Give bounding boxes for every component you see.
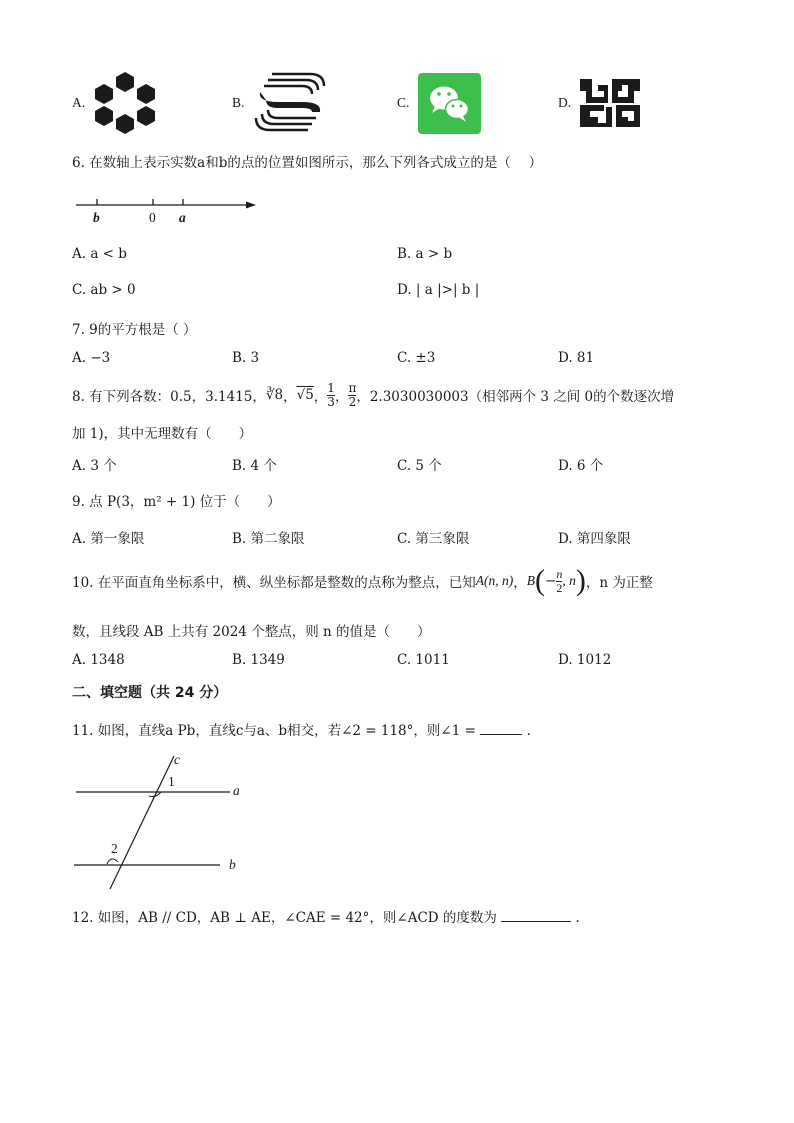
q12-answer-blank[interactable] (501, 909, 571, 922)
q8-frac2-den: 2 (348, 394, 357, 409)
q11-figure (70, 752, 250, 892)
q10-point-a: A(n, n) (475, 573, 514, 588)
q10-stem-a: 10. 在平面直角坐标系中，横、纵坐标都是整数的点称为整点，已知 (72, 575, 476, 591)
q11-stem: 11. 如图，直线a Pb，直线c与a、b相交，若∠2 = 118°，则∠1 = (72, 723, 476, 739)
q10-stem-line2: 数，且线段 AB 上共有 2024 个整点，则 n 的值是（ ） (72, 624, 431, 640)
curved-stripes-logo-icon (252, 70, 328, 134)
q11-label-a: a (233, 783, 240, 798)
q11-label-2: 2 (111, 841, 118, 856)
q7-option-a: A. −3 (72, 350, 111, 366)
wechat-logo-icon (418, 73, 481, 134)
q5-option-b-letter: B. (232, 95, 245, 110)
q6-stem: 6. 在数轴上表示实数a和b的点的位置如图所示，那么下列各式成立的是（ ） (72, 155, 543, 171)
q6-axis-label-b: b (93, 210, 100, 225)
q11-label-b: b (229, 857, 236, 872)
q9-option-a: A. 第一象限 (72, 531, 145, 547)
q12-stem-line (72, 906, 580, 926)
q10-option-d: D. 1012 (558, 652, 612, 668)
q9-option-b: B. 第二象限 (232, 531, 305, 547)
q10-option-a: A. 1348 (72, 652, 125, 668)
q7-option-b: B. 3 (232, 350, 260, 366)
q10-stem-line1: 10. 在平面直角坐标系中，横、纵坐标都是整数的点称为整点，已知 A(n, n) ， B ( − $\frac{n}{2}$ , n ) ，n 为正整 (72, 564, 653, 597)
q8-fraction-pi-half (348, 382, 356, 409)
q5-option-c-letter: C. (397, 95, 410, 110)
section-title-fill-in: 二、填空题（共 24 分） (72, 685, 228, 701)
q10-frac-den: 2 (556, 580, 563, 595)
q6-option-b: B. a > b (397, 246, 453, 262)
q11-answer-blank[interactable] (480, 722, 522, 735)
q8-frac1-num: 1 (327, 380, 335, 395)
q8-option-d: D. 6 个 (558, 458, 604, 474)
q11-label-1: 1 (168, 774, 175, 789)
q10-option-b: B. 1349 (232, 652, 285, 668)
q6-axis-label-0: 0 (149, 210, 156, 225)
q10-frac-num: n (556, 566, 563, 581)
q8-stem-b: 2.3030030003（相邻两个 3 之间 0的个数逐次增 (369, 389, 675, 405)
q8-option-a: A. 3 个 (72, 458, 117, 474)
q8-stem-a: 8. 有下列各数：0.5，3.1415， (72, 389, 266, 405)
q12-stem: 12. 如图，AB // CD，AB ⊥ AE，∠CAE = 42°，则∠ACD 的度数为 (72, 910, 497, 926)
q12-end: . (575, 910, 580, 926)
q11-stem-line (72, 719, 531, 739)
q6-option-d: D. | a |>| b | (397, 282, 480, 298)
q9-option-d: D. 第四象限 (558, 531, 631, 547)
q8-stem-line1: 8. 有下列各数：0.5，3.1415， ∛8 ， √5 ， $\frac{1}{3}$ ， $\frac{\pi}{2}$ ， 2.3030030003（相邻两个 3 之间 0的个数逐次增 (72, 380, 675, 409)
q11-label-c: c (174, 752, 180, 767)
q8-option-b: B. 4 个 (232, 458, 277, 474)
q5-option-a-letter: A. (72, 95, 86, 110)
q8-sqrt: √5 (296, 387, 314, 403)
q11-end: . (526, 723, 531, 739)
q8-option-c: C. 5 个 (397, 458, 442, 474)
q10-option-c: C. 1011 (397, 652, 450, 668)
q8-frac1-den: 3 (327, 394, 335, 409)
q10-stem-a-end: ，n 为正整 (585, 575, 653, 591)
q7-option-c: C. ±3 (397, 350, 436, 366)
q7-stem: 7. 9的平方根是（ ） (72, 322, 197, 338)
q7-option-d: D. 81 (558, 350, 595, 366)
q6-axis-label-a: a (179, 210, 186, 225)
hexagon-flower-icon (90, 72, 160, 134)
q6-option-c: C. ab > 0 (72, 282, 136, 298)
q8-frac2-num: π (348, 380, 357, 395)
q10-point-b-name: B (526, 573, 536, 588)
q8-cbrt: ∛8 (265, 387, 284, 403)
q9-option-c: C. 第三象限 (397, 531, 470, 547)
q5-option-d-letter: D. (558, 95, 572, 110)
meander-pattern-icon (578, 77, 642, 129)
q8-fraction-one-third (327, 382, 335, 409)
q9-stem: 9. 点 P(3，m² + 1) 位于（ ） (72, 494, 281, 510)
q8-stem-line2: 加 1)，其中无理数有（ ） (72, 426, 253, 442)
q6-number-line (74, 192, 259, 230)
q6-option-a: A. a < b (72, 246, 127, 262)
